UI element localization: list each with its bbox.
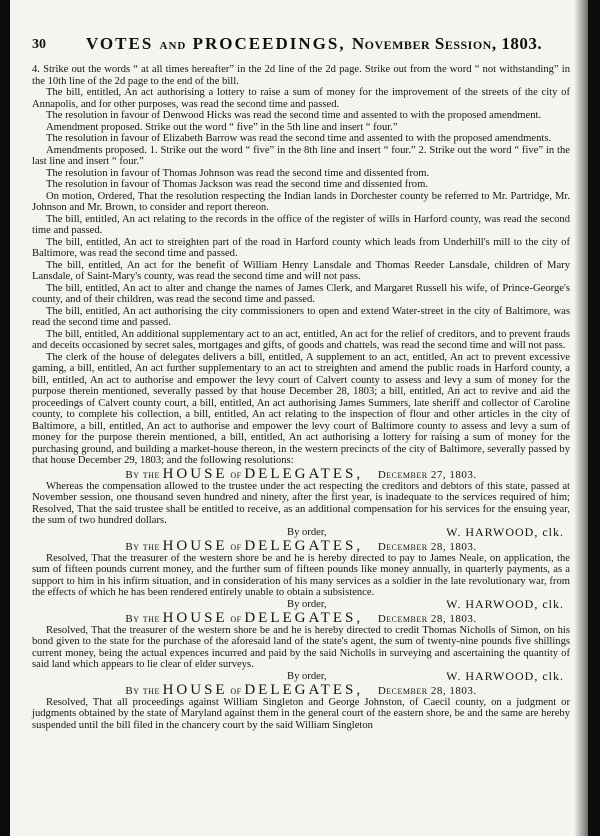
paragraph: The bill, entitled, An additional supplementary act to an act, entitled, An act for the relief of creditors, and to prevent frauds and deceits occasioned by secret sales, mortgages and gifts, of goods and chattels, was read the second time and will not pass. [32, 328, 570, 351]
resolution-heading: By the HOUSE of DELEGATES, December 28, 1803. [125, 681, 477, 698]
resolution-signoff [32, 524, 570, 539]
paragraph: The resolution in favour of Thomas Jackson was read the second time and dissented from. [46, 179, 428, 190]
page-number: 30 [32, 37, 46, 52]
by-order: By order, [287, 670, 327, 682]
paragraph: The bill, entitled, An act relating to the records in the office of the register of wills in Harford county, was read the second time and passed. [32, 213, 570, 236]
resolution-heading: By the HOUSE of DELEGATES, December 28, 1803. [125, 537, 477, 554]
title-session: November Session, 1803. [351, 34, 543, 53]
paragraph: The bill, entitled, An act to alter and change the names of James Clerk, and Margaret Russell his wife, of Prince-George's county, and of their children, was read the second time and passed. [32, 282, 570, 305]
resolution-text: Resolved, That the treasurer of the western shore be and he is hereby directed to credit Thomas Nicholls of Simon, on his bond given to the state for the purchase of the aforesaid land of the state's agent, the sum of twenty-nine pounds five shillings current money, being the actual expences incurred and paid by the said Nicholls in surveying and ascertaining the quantity of said land which appears to lie clear of elder surveys. [32, 624, 570, 670]
resolution-heading: By the HOUSE of DELEGATES, December 27, 1803. [125, 465, 477, 482]
resolution-text: Resolved, That the treasurer of the western shore be and he is hereby directed to pay to James Neale, on application, the sum of fifteen pounds current money, and the further sum of fifteen pounds like money annually, in quarterly payments, as a support to him in his infirm situation, and in consideration of his many services as a soldier in the late revolutionary war, from the effects of which he has been rendered entirely unable to obtain a subsistence. [32, 552, 570, 598]
resolution-text: Whereas the compensation allowed to the trustee under the act respecting the creditors and debtors of this state, passed at November session, one thousand seven hundred and ninety, after the first year, is inadequate to the services required of him; Resolved, That the said trustee shall be entitled to receive, as an additional compensation for his services for the ensuing year, the sum of two hundred dollars. [32, 480, 570, 526]
resolution-date: December 28, 1803. [377, 540, 477, 553]
resolution-signoff [32, 596, 570, 611]
paragraph: The resolution in favour of Elizabeth Barrow was read the second time and assented to with the proposed amendments. [46, 133, 552, 144]
paragraph: On motion, Ordered, That the resolution respecting the Indian lands in Dorchester county be referred to Mr. Partridge, Mr. Johnson and Mr. Brown, to consider and report thereon. [32, 190, 570, 213]
title-votes: VOTES [86, 34, 154, 53]
paragraph: The bill, entitled, An act authorising a lottery to raise a sum of money for the improvement of the streets of the city of Annapolis, and for other purposes, was read the second time and passed. [32, 87, 570, 110]
clerk-signature: W. HARWOOD, clk. [446, 668, 564, 683]
resolution-text: Resolved, That all proceedings against William Singleton and George Johnston, of Caecil county, on a judgment or judgments obtained by the state of Maryland against them in the general court of the eastern shore, be and the same are hereby suspended until the bill filed in the chancery court by the said William Singleton [32, 696, 570, 731]
paragraph: The resolution in favour of Thomas Johnson was read the second time and dissented from. [46, 167, 430, 179]
document-page [10, 0, 588, 836]
paragraph: The bill, entitled, An act for the benefit of William Henry Lansdale and Thomas Reeder Lansdale, children of Mary Lansdale, of Saint-Mary's county, was read the second time and will not pass. [32, 259, 570, 282]
resolution-date: December 28, 1803. [377, 612, 477, 625]
paragraph: The bill, entitled, An act authorising the city commissioners to open and extend Water-street in the city of Baltimore, was read the second time and passed. [32, 305, 570, 328]
page-title [86, 34, 542, 54]
by-order: By order, [287, 526, 327, 538]
paragraph: The resolution in favour of Denwood Hicks was read the second time and assented to with the proposed amendment. [46, 110, 542, 121]
title-proceedings: PROCEEDINGS, [192, 34, 346, 53]
paragraph: The bill, entitled, An act to streighten part of the road in Harford county which leads from Underhill's mill to the city of Baltimore, was read the second time and passed. [32, 236, 570, 259]
resolution-date: December 27, 1803. [377, 468, 477, 481]
paragraph: Amendments proposed. 1. Strike out the word “ five” in the 8th line and insert “ four.” 2. Strike out the word “ five” in the last line and insert “ four.” [32, 144, 570, 167]
paragraph: Amendment proposed. Strike out the word “ five” in the 5th line and insert “ four.” [46, 121, 398, 133]
resolution-date: December 28, 1803. [377, 684, 477, 697]
page-body [32, 64, 570, 731]
by-order: By order, [287, 598, 327, 610]
paragraph: The clerk of the house of delegates delivers a bill, entitled, A supplement to an act, entitled, An act to prevent excessive gaming, a bill, entitled, An act further supplementary to an act to streighten and amend the public roads in Harford county, a bill, entitled, An act to authorise and empower the levy court of Calvert county to assess and levy a sum of money for the purpose therein mentioned, severally passed by that house December 28, 1803; a bill, entitled, An act to revive and aid the proceedings of Calvert county court, a bill, entitled, An act authorising James Summers, late sheriff and collector of Caroline county, to complete his collection, a bill, entitled, An act relating to the inspection of flour and other articles in the city of Baltimore, a bill, entitled, An act to authorise and empower the levy court of Baltimore county to assess and levy a sum of money for the purpose therein mentioned, a bill, entitled, An act authorising a lottery for raising a sum of money for the purchasing ground, and building a market-house thereon, in the western precincts of the city of Baltimore, severally passed by that house December 29, 1803; and the following resolutions: [32, 351, 570, 466]
title-and: AND [159, 40, 187, 52]
clerk-signature: W. HARWOOD, clk. [446, 596, 564, 611]
resolution-signoff [32, 668, 570, 683]
page-header [32, 34, 570, 56]
paragraph: 4. Strike out the words “ at all times hereafter” in the 2d line of the 2d page. Strike out from the word “ not withstanding” in the 10th line of the 2d page to the end of the bill. [32, 64, 570, 87]
clerk-signature: W. HARWOOD, clk. [446, 524, 564, 539]
resolution-heading: By the HOUSE of DELEGATES, December 28, 1803. [125, 609, 477, 626]
